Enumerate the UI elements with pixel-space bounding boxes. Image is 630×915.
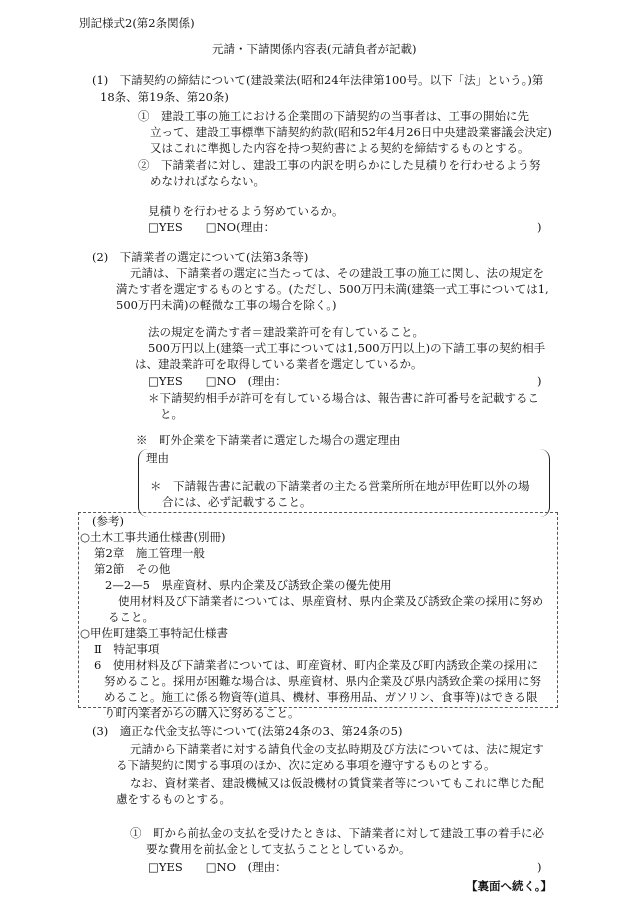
s1-answer[interactable]: □YES □NO(理由： bbox=[148, 220, 276, 234]
s1-heading: (1) 下請契約の締結について(建設業法(昭和24年法律第100号。以下「法」という。)第 bbox=[92, 73, 544, 87]
s3-p2-line2: 慮をするものとする。 bbox=[116, 792, 231, 806]
s1-item1-line2: 立って、建設工事標準下請契約約款(昭和52年4月26日中央建設業審議会決定) bbox=[150, 125, 552, 139]
page-title: 元請・下請関係内容表(元請負者が記載) bbox=[212, 42, 417, 56]
s1-heading-cont: 18条、第19条、第20条) bbox=[100, 90, 229, 104]
reason-label: 理由 bbox=[146, 451, 169, 465]
s2-question-line2: は、建設業許可を取得している業者を選定しているか。 bbox=[135, 357, 423, 371]
s2-note-line1: ＊下請契約相手が許可を有している場合は、報告書に許可番号を記載するこ bbox=[148, 391, 539, 405]
s1-item2-line2: めなければならない。 bbox=[150, 174, 265, 188]
ref-section2: 第2節 その他 bbox=[94, 562, 171, 576]
ref-item-2-2-5: 2—2—5 県産資材、県内企業及び誘致企業の優先使用 bbox=[105, 578, 392, 592]
s2-heading: (2) 下請業者の選定について(法第3条等) bbox=[92, 250, 309, 264]
s3-p1-line2: る下請契約に関する事項のほか、次に定める事項を遵守するものとする。 bbox=[116, 758, 496, 772]
s1-answer-close: ) bbox=[537, 220, 542, 234]
s1-item2-line1: ② 下請業者に対し、建設工事の内訳を明らかにした見積りを行わせるよう努 bbox=[138, 158, 541, 172]
ref-item6-line1: 6 使用材料及び下請業者については、町産資材、町内企業及び町内誘致企業の採用に bbox=[94, 658, 539, 672]
s3-answer[interactable]: □YES □NO (理由： bbox=[148, 860, 287, 874]
s2-answer-close: ) bbox=[537, 374, 542, 388]
s2-definition: 法の規定を満たす者＝建設業許可を有していること。 bbox=[148, 325, 424, 339]
ref-spec1: ○土木工事共通仕様書(別冊) bbox=[80, 530, 226, 544]
form-number: 別記様式2(第2条関係) bbox=[79, 16, 195, 30]
ref-text1-line2: ること。 bbox=[108, 610, 154, 624]
s2-p1-line2: 満たす者を選定するものとする。(ただし、500万円未満(建築一式工事については1, bbox=[116, 282, 549, 296]
reason-note-line1: ＊ 下請報告書に記載の下請業者の主たる営業所所在地が甲佐町以外の場 bbox=[150, 479, 530, 493]
s2-p1-line3: 500万円未満)の軽微な工事の場合を除く。) bbox=[116, 298, 337, 312]
continue-note: 【裏面へ続く。】 bbox=[466, 879, 553, 893]
s3-heading: (3) 適正な代金支払等について(法第24条の3、第24条の5) bbox=[92, 724, 403, 738]
s2-p1-line1: 元請は、下請業者の選定に当たっては、その建設工事の施工に関し、法の規定を bbox=[130, 266, 544, 280]
s1-item1-line1: ① 建設工事の施工における企業間の下請契約の当事者は、工事の開始に先 bbox=[138, 109, 529, 123]
s2-answer[interactable]: □YES □NO (理由： bbox=[148, 374, 287, 388]
s3-p2-line1: なお、資材業者、建設機械又は仮設機材の賃貸業者等についてもこれに準じた配 bbox=[130, 776, 544, 790]
s2-outside-title: ※ 町外企業を下請業者に選定した場合の選定理由 bbox=[136, 433, 401, 447]
s2-note-line2: と。 bbox=[160, 407, 183, 421]
ref-item6-line4: り町内業者からの購入に努めること。 bbox=[104, 706, 300, 720]
s3-answer-close: ) bbox=[537, 860, 542, 874]
ref-special-items: Ⅱ 特記事項 bbox=[94, 642, 160, 656]
s3-item1-line2: 要な費用を前払金として支払うこととしているか。 bbox=[146, 842, 411, 856]
ref-item6-line2: 努めること。採用が困難な場合は、県産資材、県内企業及び県内誘致企業の採用に努 bbox=[104, 674, 541, 688]
s1-question: 見積りを行わせるよう努めているか。 bbox=[148, 204, 344, 218]
s3-p1-line1: 元請から下請業者に対する請負代金の支払時期及び方法については、法に規定す bbox=[130, 742, 544, 756]
ref-item6-line3: めること。施工に係る物資等(道具、機材、事務用品、ガソリン、食事等)はできる限 bbox=[104, 690, 538, 704]
ref-label: (参考) bbox=[92, 514, 124, 528]
ref-chapter2: 第2章 施工管理一般 bbox=[94, 546, 205, 560]
s3-item1-line1: ① 町から前払金の支払を受けたときは、下請業者に対して建設工事の着手に必 bbox=[130, 826, 544, 840]
reason-note-line2: 合には、必ず記載すること。 bbox=[162, 495, 312, 509]
s1-item1-line3: 又はこれに準拠した内容を持つ契約書による契約を締結するものとする。 bbox=[150, 141, 530, 155]
ref-spec2: ○甲佐町建築工事特記仕様書 bbox=[80, 626, 229, 640]
s2-question-line1: 500万円以上(建築一式工事については1,500万円以上)の下請工事の契約相手 bbox=[148, 341, 546, 355]
ref-text1-line1: 使用材料及び下請業者については、県産資材、県内企業及び誘致企業の採用に努め bbox=[118, 594, 544, 608]
